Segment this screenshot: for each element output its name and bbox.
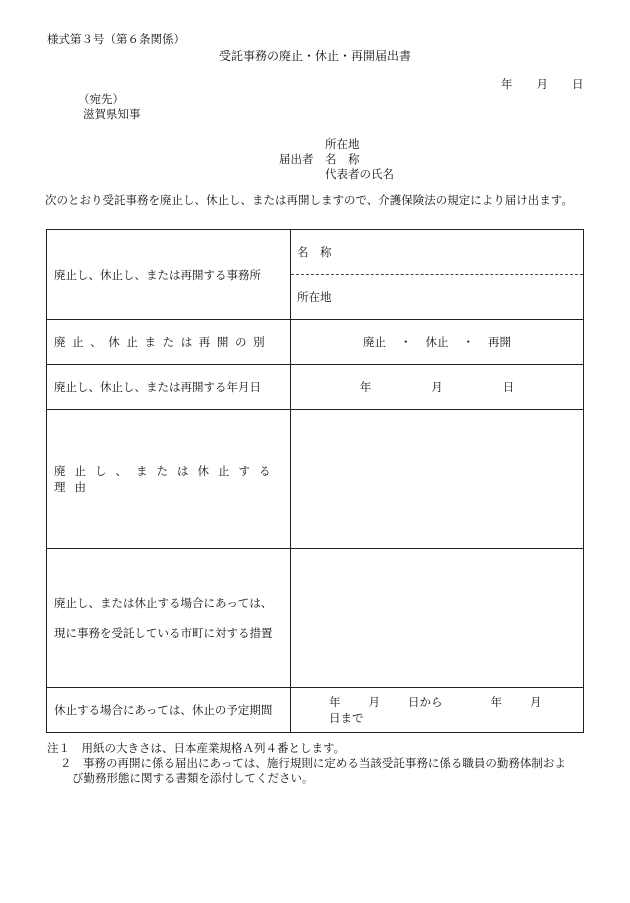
note-2-number: ２ (60, 756, 72, 770)
option-separator: ・ (462, 335, 474, 349)
measures-input-cell[interactable] (291, 549, 584, 688)
date-label: 廃止し、休止し、または再開する年月日 (47, 365, 291, 410)
measures-row (47, 549, 584, 688)
type-options[interactable] (291, 320, 584, 365)
form-number: 様式第３号（第６条関係） (47, 32, 185, 46)
type-row (47, 320, 584, 365)
period-year-to: 年 (490, 695, 502, 709)
option-separator: ・ (400, 335, 412, 349)
addressee-name: 滋賀県知事 (83, 107, 141, 121)
office-name-field[interactable] (291, 230, 583, 275)
date-day-label: 日 (572, 77, 584, 91)
office-input-cell[interactable] (291, 230, 584, 320)
note-1: 注１ 用紙の大きさは、日本産業規格Ａ列４番とします。 (47, 741, 346, 755)
note-2-line2: び勤務形態に関する書類を添付してください。 (72, 771, 314, 785)
date-month: 月 (431, 380, 443, 394)
type-label: 廃止、休止または再開の別 (47, 320, 291, 365)
intro-text: 次のとおり受託事務を廃止し、休止し、または再開しますので、介護保険法の規定により届け出ます。 (45, 193, 573, 207)
office-label: 廃止し、休止し、または再開する事務所 (47, 230, 291, 320)
period-label: 休止する場合にあっては、休止の予定期間 (47, 688, 291, 733)
period-month-to: 月 (530, 695, 542, 709)
date-input-cell[interactable] (291, 365, 584, 410)
submission-date (501, 76, 584, 92)
option-suspend[interactable]: 休止 (425, 335, 449, 349)
office-name-label: 名 称 (297, 245, 332, 259)
option-resume[interactable]: 再開 (488, 335, 511, 349)
date-row (47, 365, 584, 410)
note-2 (60, 756, 582, 786)
office-address-label: 所在地 (297, 290, 332, 304)
option-abolish[interactable]: 廃止 (363, 335, 386, 349)
filer-label: 届出者 (279, 152, 314, 166)
note-2-line1: 事務の再開に係る届出にあっては、施行規則に定める当該受託事務に係る職員の勤務体制およ (83, 756, 566, 770)
date-year-label: 年 (501, 77, 513, 91)
reason-row (47, 410, 584, 549)
period-day-to: 日まで (329, 711, 364, 725)
filer-address-label: 所在地 (325, 137, 360, 151)
date-year: 年 (359, 380, 372, 394)
period-row (47, 688, 584, 733)
period-input-cell[interactable] (291, 688, 584, 733)
measures-label (47, 549, 291, 688)
page-title: 受託事務の廃止・休止・再開届出書 (218, 49, 411, 63)
reason-label: 廃止し、または休止する理由 (47, 410, 291, 549)
notification-form-table (46, 229, 584, 733)
period-day-from: 日から (408, 695, 443, 709)
period-year-from: 年 (329, 695, 341, 709)
measures-label-line1: 廃止し、または休止する場合にあっては、 (54, 596, 273, 610)
office-row (47, 230, 584, 320)
reason-input-cell[interactable] (291, 410, 584, 549)
addressee-prefix: （宛先） (78, 92, 124, 106)
date-day: 日 (502, 380, 515, 394)
period-month-from: 月 (368, 695, 380, 709)
office-address-field[interactable] (291, 275, 583, 319)
filer-name-label: 名 称 (325, 152, 360, 166)
date-month-label: 月 (536, 77, 548, 91)
measures-label-line2: 現に事務を受託している市町に対する措置 (54, 626, 273, 640)
filer-representative-label: 代表者の氏名 (325, 167, 394, 181)
